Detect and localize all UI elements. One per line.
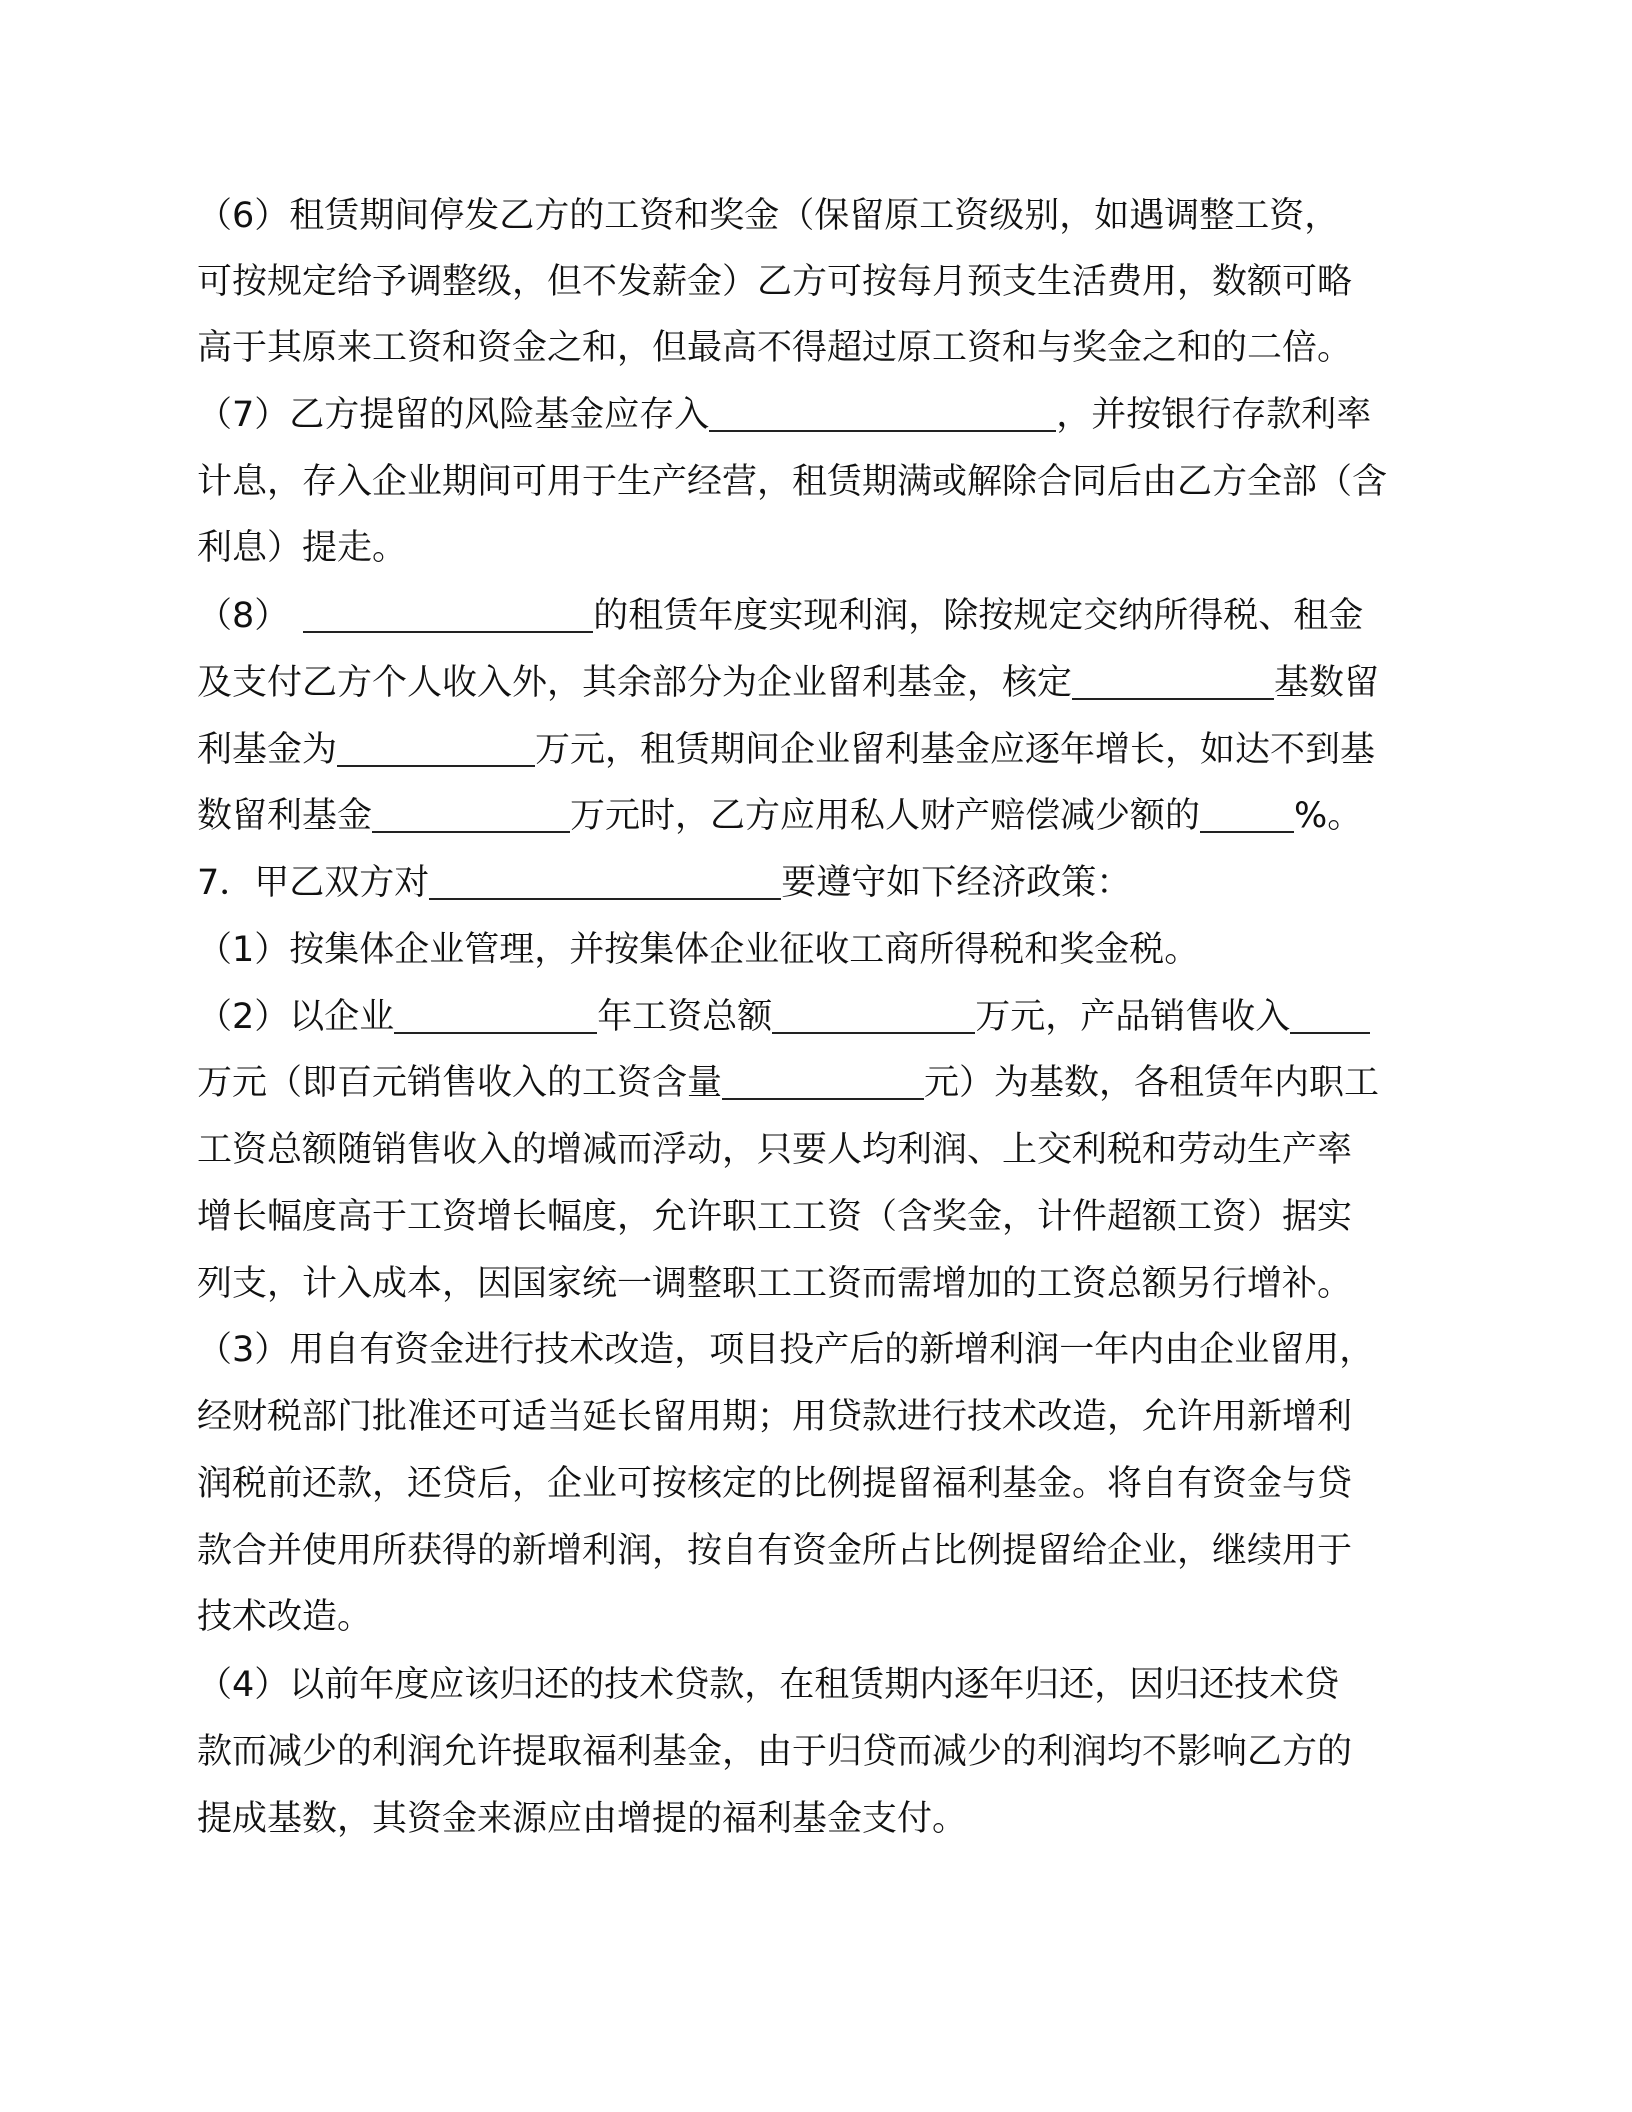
text-line (197, 853, 1437, 913)
text-segment: 款合并使用所获得的新增利润，按自有资金所占比例提留给企业，继续用于 (197, 1531, 1353, 1571)
text-line (197, 1387, 1437, 1447)
text-line (197, 1722, 1437, 1782)
text-segment: 7．甲乙双方对 (197, 863, 430, 903)
text-segment: （7）乙方提留的风险基金应存入 (197, 395, 710, 435)
text-line (197, 920, 1437, 980)
text-line (197, 452, 1437, 512)
text-segment: （3）用自有资金进行技术改造，项目投产后的新增利润一年内由企业留用， (197, 1330, 1375, 1370)
text-line (197, 1053, 1437, 1113)
text-line (197, 586, 1437, 646)
text-segment: 利基金为 (197, 730, 338, 770)
text-segment: 万元（即百元销售收入的工资含量 (197, 1063, 723, 1103)
text-segment: ，并按银行存款利率 (1056, 395, 1372, 435)
fill-in-blank[interactable] (372, 830, 570, 833)
text-segment: 及支付乙方个人收入外，其余部分为企业留利基金，核定 (197, 663, 1073, 703)
text-segment: 年工资总额 (597, 997, 773, 1037)
text-segment: 可按规定给予调整级，但不发薪金）乙方可按每月预支生活费用，数额可略 (197, 262, 1353, 302)
text-line (197, 1187, 1437, 1247)
text-segment: 高于其原来工资和资金之和，但最高不得超过原工资和与奖金之和的二倍。 (197, 328, 1353, 368)
text-segment: （1）按集体企业管理，并按集体企业征收工商所得税和奖金税。 (197, 930, 1200, 970)
fill-in-blank[interactable] (772, 1031, 975, 1034)
text-segment: 元）为基数，各租赁年内职工 (924, 1063, 1380, 1103)
text-line (197, 1254, 1437, 1314)
text-line (197, 1789, 1437, 1849)
text-line (197, 186, 1437, 246)
text-line (197, 786, 1437, 846)
text-segment: 列支，计入成本，因国家统一调整职工工资而需增加的工资总额另行增补。 (197, 1264, 1353, 1304)
text-line (197, 518, 1437, 578)
text-line (197, 1320, 1437, 1380)
text-segment: 技术改造。 (197, 1597, 373, 1637)
text-line (197, 1521, 1437, 1581)
text-segment: （2）以企业 (197, 997, 395, 1037)
fill-in-blank[interactable] (394, 1031, 597, 1034)
text-segment: （8） (197, 596, 290, 636)
text-segment: 数留利基金 (197, 796, 373, 836)
text-line (197, 1655, 1437, 1715)
fill-in-blank[interactable] (337, 764, 535, 767)
text-line (197, 1120, 1437, 1180)
text-line (197, 1587, 1437, 1647)
text-segment: 经财税部门批准还可适当延长留用期；用贷款进行技术改造，允许用新增利 (197, 1397, 1353, 1437)
text-segment: 款而减少的利润允许提取福利基金，由于归贷而减少的利润均不影响乙方的 (197, 1732, 1353, 1772)
fill-in-blank[interactable] (709, 429, 1056, 432)
text-segment: 的租赁年度实现利润，除按规定交纳所得税、租金 (593, 596, 1364, 636)
text-segment: （6）租赁期间停发乙方的工资和奖金（保留原工资级别，如遇调整工资， (197, 196, 1340, 236)
fill-in-blank[interactable] (1200, 830, 1294, 833)
text-segment: 万元，产品销售收入 (975, 997, 1291, 1037)
fill-in-blank[interactable] (303, 630, 593, 633)
text-segment: 工资总额随销售收入的增减而浮动，只要人均利润、上交利税和劳动生产率 (197, 1130, 1353, 1170)
text-line (197, 318, 1437, 378)
text-segment: 润税前还款，还贷后，企业可按核定的比例提留福利基金。将自有资金与贷 (197, 1464, 1353, 1504)
text-segment: %。 (1294, 796, 1363, 836)
text-line (197, 1454, 1437, 1514)
text-segment: （4）以前年度应该归还的技术贷款，在租赁期内逐年归还，因归还技术贷 (197, 1665, 1340, 1705)
fill-in-blank[interactable] (722, 1097, 924, 1100)
text-segment: 计息，存入企业期间可用于生产经营，租赁期满或解除合同后由乙方全部（含 (197, 462, 1388, 502)
text-segment: 增长幅度高于工资增长幅度，允许职工工资（含奖金，计件超额工资）据实 (197, 1197, 1353, 1237)
text-segment: 提成基数，其资金来源应由增提的福利基金支付。 (197, 1799, 968, 1839)
text-segment: 要遵守如下经济政策： (781, 863, 1132, 903)
fill-in-blank[interactable] (1290, 1031, 1370, 1034)
text-segment: 万元，租赁期间企业留利基金应逐年增长，如达不到基 (535, 730, 1376, 770)
fill-in-blank[interactable] (1072, 697, 1274, 700)
text-line (197, 720, 1437, 780)
fill-in-blank[interactable] (429, 897, 781, 900)
text-segment: 万元时，乙方应用私人财产赔偿减少额的 (570, 796, 1201, 836)
text-line (197, 252, 1437, 312)
text-segment: 利息）提走。 (197, 528, 408, 568)
text-line (197, 987, 1437, 1047)
text-line (197, 385, 1437, 445)
text-segment: 基数留 (1274, 663, 1380, 703)
text-line (197, 653, 1437, 713)
